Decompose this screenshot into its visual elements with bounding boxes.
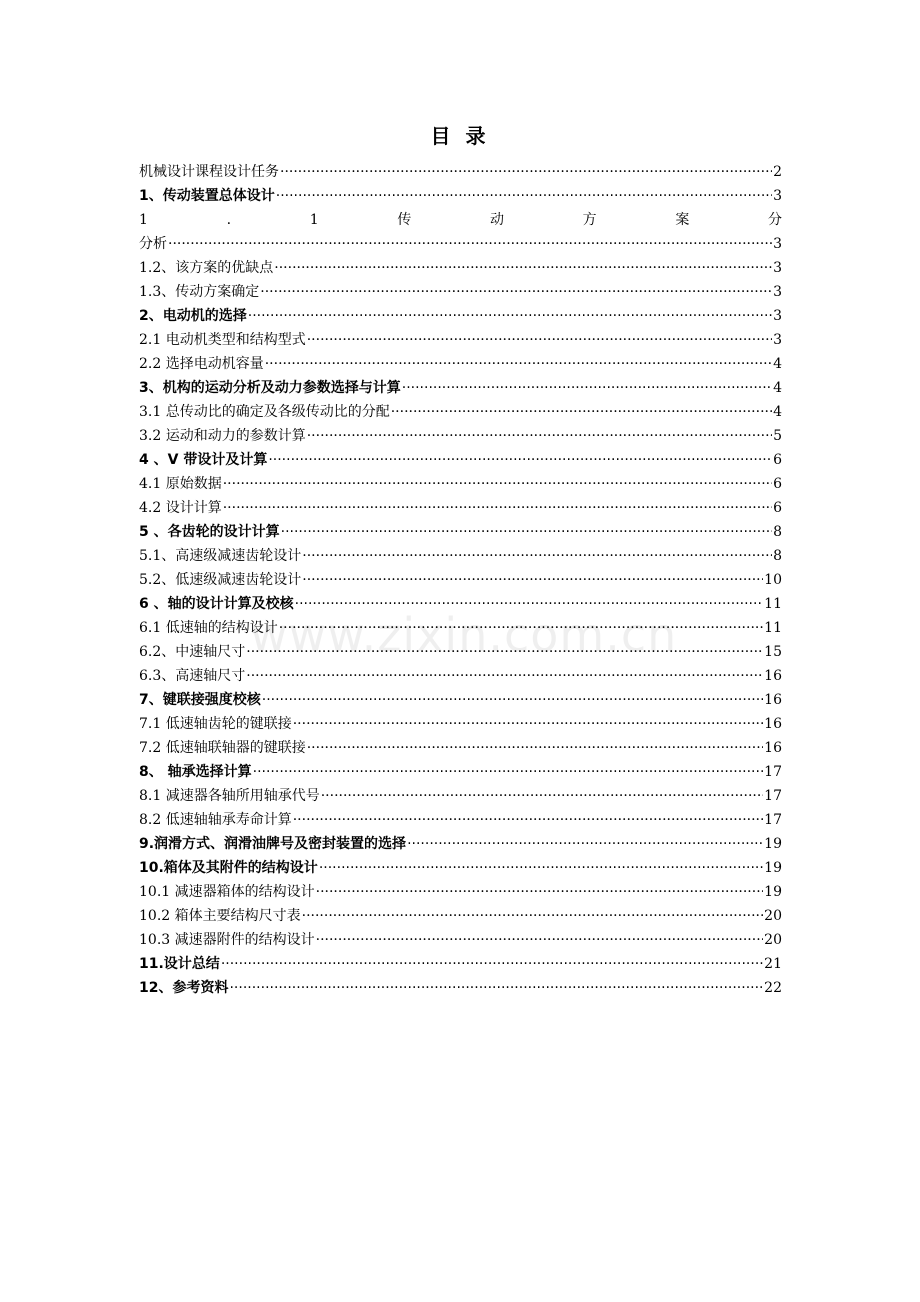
toc-entry-label: 6.2、中速轴尺寸 [139,644,246,660]
toc-page-number: 2 [773,164,782,180]
toc-entry-label: 1、传动装置总体设计 [139,188,275,204]
toc-entry[interactable] [139,472,782,496]
toc-entry-spread-line [139,208,782,232]
toc-entry[interactable] [139,976,782,1000]
toc-entry-label: 7、键联接强度校核 [139,692,261,708]
toc-entry[interactable] [139,184,782,208]
toc-dot-leader [293,712,763,736]
toc-entry[interactable] [139,568,782,592]
toc-spread-char: 分 [768,212,782,228]
toc-page-number: 3 [773,236,782,252]
toc-page-number: 17 [764,764,782,780]
toc-page-number: 3 [773,332,782,348]
toc-page-number: 16 [764,692,782,708]
toc-entry[interactable] [139,904,782,928]
toc-entry[interactable] [139,376,782,400]
toc-dot-leader [221,952,763,976]
toc-dot-leader [407,832,763,856]
toc-entry-label: 10.箱体及其附件的结构设计 [139,860,318,876]
toc-entry[interactable] [139,880,782,904]
page-title: 目 录 [430,124,490,148]
toc-dot-leader [319,856,763,880]
toc-entry-label: 7.2 低速轴联轴器的键联接 [139,740,306,756]
toc-page-number: 3 [773,308,782,324]
toc-dot-leader [293,808,763,832]
toc-entry-label: 1.3、传动方案确定 [139,284,260,300]
toc-entry[interactable] [139,256,782,280]
toc-dot-leader [321,784,763,808]
toc-dot-leader [168,232,772,256]
toc-entry-label: 9.润滑方式、润滑油牌号及密封装置的选择 [139,836,407,852]
toc-entry-label: 2.2 选择电动机容量 [139,356,264,372]
toc-entry-label: 11.设计总结 [139,956,220,972]
toc-page-number: 17 [764,812,782,828]
toc-spread-char: 1 [309,212,319,228]
toc-entry-label: 10.1 减速器箱体的结构设计 [139,884,315,900]
toc-dot-leader [391,400,772,424]
toc-entry-label: 4.2 设计计算 [139,500,222,516]
toc-entry[interactable] [139,832,782,856]
toc-page-number: 6 [773,500,782,516]
toc-entry-label: 12、参考资料 [139,980,229,996]
toc-entry[interactable] [139,544,782,568]
toc-page-number: 20 [764,932,782,948]
toc-page-number: 4 [773,356,782,372]
toc-dot-leader [229,976,763,1000]
toc-dot-leader [302,568,763,592]
toc-entry-label: 分析 [139,236,167,252]
toc-entry-label: 5.2、低速级减速齿轮设计 [139,572,302,588]
toc-dot-leader [402,376,772,400]
toc-entry-label: 3.2 运动和动力的参数计算 [139,428,306,444]
toc-entry[interactable] [139,784,782,808]
toc-entry-label: 5 、各齿轮的设计计算 [139,524,280,540]
toc-dot-leader [307,328,772,352]
toc-entry-label: 6.3、高速轴尺寸 [139,668,246,684]
toc-dot-leader [274,256,772,280]
toc-dot-leader [316,928,764,952]
toc-entry[interactable] [139,952,782,976]
toc-page-number: 22 [764,980,782,996]
toc-entry[interactable] [139,640,782,664]
toc-page-number: 6 [773,452,782,468]
toc-spread-char: 案 [675,212,690,228]
toc-entry-label: 7.1 低速轴齿轮的键联接 [139,716,292,732]
toc-entry[interactable] [139,496,782,520]
toc-entry-label: 8.2 低速轴轴承寿命计算 [139,812,292,828]
toc-entry-label: 3、机构的运动分析及动力参数选择与计算 [139,380,401,396]
toc-entry[interactable] [139,736,782,760]
toc-entry[interactable] [139,448,782,472]
toc-page-number: 3 [773,284,782,300]
toc-page-number: 19 [764,836,782,852]
toc-entry[interactable] [139,808,782,832]
toc-entry[interactable] [139,664,782,688]
toc-page-number: 17 [764,788,782,804]
toc-page-number: 16 [764,740,782,756]
toc-entry-label: 8、 轴承选择计算 [139,764,252,780]
toc-entry[interactable] [139,328,782,352]
toc-entry[interactable] [139,424,782,448]
toc-dot-leader [302,544,772,568]
toc-entry[interactable] [139,232,782,256]
toc-entry-label: 10.2 箱体主要结构尺寸表 [139,908,301,924]
toc-page-number: 8 [773,524,782,540]
toc-entry[interactable] [139,760,782,784]
toc-dot-leader [260,280,772,304]
toc-entry[interactable] [139,280,782,304]
toc-dot-leader [265,352,772,376]
toc-entry-label: 4 、V 带设计及计算 [139,452,268,468]
toc-entry[interactable] [139,160,782,184]
toc-spread-char: 方 [582,212,597,228]
toc-entry-label: 2、电动机的选择 [139,308,247,324]
toc-entry-label: 1.2、该方案的优缺点 [139,260,274,276]
toc-dot-leader [281,520,772,544]
toc-page-number: 16 [764,668,782,684]
toc-page-number: 4 [773,404,782,420]
toc-page-number: 8 [773,548,782,564]
toc-dot-leader [246,664,763,688]
toc-page-number: 11 [764,620,782,636]
toc-dot-leader [223,496,772,520]
toc-page-number: 4 [773,380,782,396]
toc-entry[interactable] [139,688,782,712]
toc-page-number: 5 [773,428,782,444]
toc-dot-leader [302,904,764,928]
toc-entry[interactable] [139,712,782,736]
toc-entry-label: 8.1 减速器各轴所用轴承代号 [139,788,320,804]
toc-dot-leader [248,304,772,328]
toc-page-number: 16 [764,716,782,732]
toc-entry-label: 机械设计课程设计任务 [139,164,279,180]
toc-spread-char: . [226,212,232,228]
toc-page-number: 11 [764,596,782,612]
toc-entry[interactable] [139,592,782,616]
toc-dot-leader [316,880,764,904]
toc-spread-char: 动 [489,212,504,228]
toc-dot-leader [262,688,763,712]
toc-page-number: 3 [773,260,782,276]
toc-entry-label: 2.1 电动机类型和结构型式 [139,332,306,348]
toc-page-number: 10 [764,572,782,588]
toc-entry-label: 6.1 低速轴的结构设计 [139,620,278,636]
toc-entry[interactable] [139,352,782,376]
toc-entry-label: 4.1 原始数据 [139,476,222,492]
toc-dot-leader [279,616,763,640]
table-of-contents [139,160,782,1000]
watermark: www.zixin.com.cn [250,608,678,662]
toc-dot-leader [280,160,772,184]
toc-dot-leader [307,424,772,448]
toc-entry-label: 5.1、高速级减速齿轮设计 [139,548,302,564]
toc-entry[interactable] [139,616,782,640]
toc-entry[interactable] [139,856,782,880]
toc-spread-char: 传 [397,212,412,228]
toc-dot-leader [253,760,764,784]
toc-page-number: 6 [773,476,782,492]
toc-page-number: 19 [764,860,782,876]
toc-entry[interactable] [139,928,782,952]
toc-page-number: 19 [764,884,782,900]
toc-entry-label: 6 、轴的设计计算及校核 [139,596,294,612]
toc-page-number: 15 [764,644,782,660]
toc-dot-leader [223,472,772,496]
toc-page-number: 3 [773,188,782,204]
toc-dot-leader [276,184,772,208]
toc-page-number: 20 [764,908,782,924]
toc-entry[interactable] [139,400,782,424]
toc-dot-leader [268,448,772,472]
toc-entry-label: 10.3 减速器附件的结构设计 [139,932,315,948]
toc-dot-leader [307,736,763,760]
toc-spread-char: 1 [139,212,148,228]
toc-page-number: 21 [764,956,782,972]
toc-dot-leader [246,640,763,664]
toc-entry-label: 3.1 总传动比的确定及各级传动比的分配 [139,404,390,420]
toc-entry[interactable] [139,304,782,328]
toc-dot-leader [295,592,764,616]
toc-entry[interactable] [139,520,782,544]
